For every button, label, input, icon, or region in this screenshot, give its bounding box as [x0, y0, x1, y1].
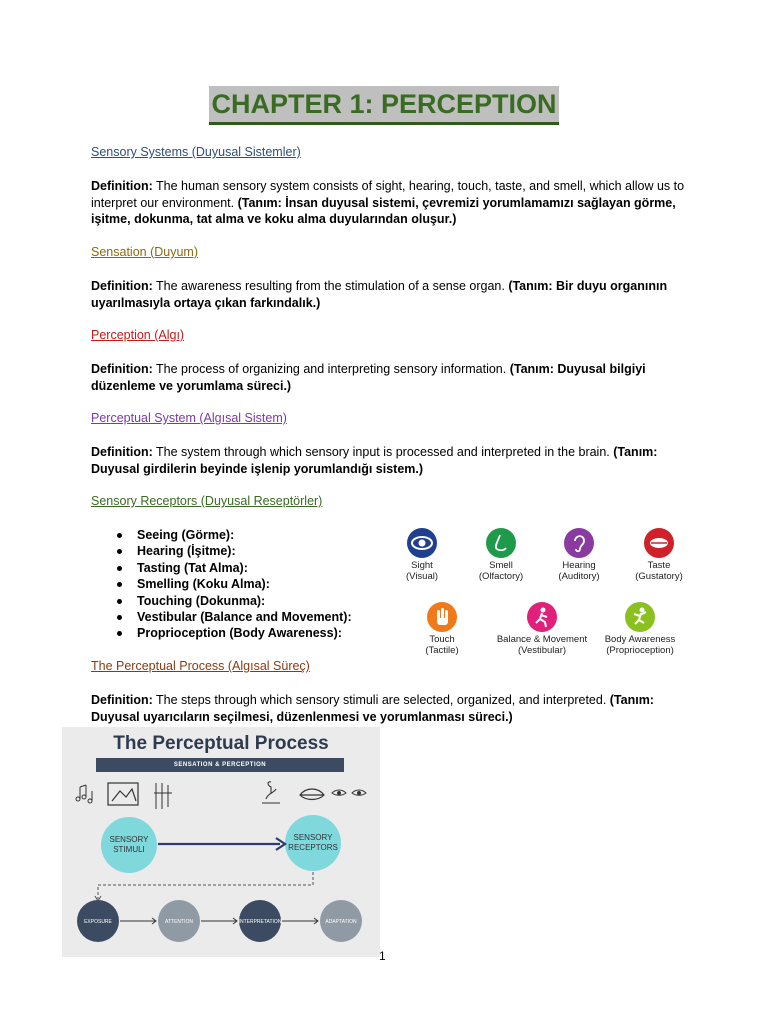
sense-name: Body Awareness	[604, 634, 676, 645]
sense-sub: (Tactile)	[425, 645, 459, 656]
diagram-graphic	[62, 727, 380, 957]
step-label: ATTENTION	[165, 919, 193, 925]
diagram-title: The Perceptual Process	[113, 733, 329, 754]
definition-label: Definition:	[91, 693, 153, 707]
heading-perceptual-system: Perceptual System (Algısal Sistem)	[91, 411, 287, 425]
eye-icon	[332, 790, 366, 795]
eye-icon	[407, 528, 437, 558]
definition-label: Definition:	[91, 179, 153, 193]
hand-fabric-icon	[154, 783, 172, 809]
heading-perception: Perception (Algı)	[91, 328, 185, 342]
list-item: Seeing (Görme):	[115, 527, 352, 543]
title-wrap	[0, 86, 768, 125]
stimuli-label-line1: SENSORY	[109, 835, 149, 844]
definition-perception	[91, 361, 691, 394]
list-item: Proprioception (Body Awareness):	[115, 625, 352, 641]
definition-label: Definition:	[91, 362, 153, 376]
definition-translation: (Tanım: Duyusal bilgiyi düzenleme ve yorumlama süreci.)	[91, 362, 646, 393]
process-steps	[77, 900, 362, 942]
definition-text: The system through which sensory input is processed and interpreted in the brain.	[152, 445, 614, 459]
definition-translation: (Tanım: İnsan duyusal sistemi, çevremizi yorumlamamızı sağlayan görme, işitme, dokunma, tat alma ve koku alma duyularından oluşur.)	[91, 195, 676, 226]
definition-label: Definition:	[91, 445, 153, 459]
sense-balance	[490, 602, 594, 656]
sense-sub: (Gustatory)	[635, 571, 683, 582]
step-label: EXPOSURE	[84, 919, 112, 925]
lips-icon	[644, 528, 674, 558]
dancing-figure-icon	[625, 602, 655, 632]
sense-hearing	[534, 528, 624, 582]
sense-sub: (Visual)	[405, 571, 439, 582]
definition-label: Definition:	[91, 279, 153, 293]
list-item: Tasting (Tat Alma):	[115, 560, 352, 576]
dashed-connector	[98, 872, 313, 899]
sense-name: Touch	[429, 634, 455, 645]
sense-taste	[614, 528, 704, 582]
running-figure-icon	[527, 602, 557, 632]
definition-text: The process of organizing and interpreting sensory information.	[152, 362, 510, 376]
page-number: 1	[379, 949, 386, 963]
ear-icon	[564, 528, 594, 558]
sense-sub: (Proprioception)	[606, 645, 674, 656]
list-item: Hearing (İşitme):	[115, 543, 352, 559]
nose-icon	[486, 528, 516, 558]
sense-touch	[397, 602, 487, 656]
definition-translation: (Tanım: Duyusal girdilerin beyinde işlenip yorumlandığı sistem.)	[91, 445, 658, 476]
heading-perceptual-process: The Perceptual Process (Algısal Süreç)	[91, 659, 310, 673]
definition-perceptual-process	[91, 692, 691, 725]
senses-figure	[390, 522, 690, 662]
sense-sight	[377, 528, 467, 582]
sense-name: Smell	[489, 560, 513, 571]
sense-sub: (Auditory)	[558, 571, 600, 582]
diagram-band: SENSATION & PERCEPTION	[96, 758, 344, 772]
list-item: Smelling (Koku Alma):	[115, 576, 352, 592]
sense-sub: (Vestibular)	[517, 645, 567, 656]
list-item: Touching (Dokunma):	[115, 593, 352, 609]
sense-sub: (Olfactory)	[478, 571, 524, 582]
definition-text: The awareness resulting from the stimulation of a sense organ.	[152, 279, 509, 293]
definition-perceptual-system	[91, 444, 691, 477]
sense-name: Taste	[647, 560, 671, 571]
sense-name: Sight	[411, 560, 433, 571]
list-item: Vestibular (Balance and Movement):	[115, 609, 352, 625]
perceptual-process-diagram	[62, 727, 380, 957]
definition-translation: (Tanım: Bir duyu organının uyarılmasıyla ortaya çıkan farkındalık.)	[91, 279, 668, 310]
receptors-label-line2: RECEPTORS	[288, 843, 338, 852]
sense-body-awareness	[594, 602, 686, 656]
picture-frame-icon	[108, 783, 138, 805]
receptors-label-line1: SENSORY	[293, 833, 333, 842]
plant-hand-icon	[262, 782, 280, 803]
sense-smell	[456, 528, 546, 582]
heading-sensation: Sensation (Duyum)	[91, 245, 198, 259]
step-label: INTERPRETATION	[238, 919, 282, 925]
page-title: CHAPTER 1: PERCEPTION	[209, 86, 558, 125]
definition-sensation	[91, 278, 691, 311]
sense-name: Hearing	[562, 560, 596, 571]
heading-sensory-receptors: Sensory Receptors (Duyusal Reseptörler)	[91, 494, 323, 508]
step-label: ADAPTATION	[325, 919, 357, 925]
heading-sensory-systems: Sensory Systems (Duyusal Sistemler)	[91, 145, 301, 159]
definition-text: The human sensory system consists of sight, hearing, touch, taste, and smell, which allow us to interpret our environment.	[91, 179, 685, 210]
sense-name: Balance & Movement	[496, 634, 588, 645]
lips-icon	[300, 789, 324, 800]
stimuli-label-line2: STIMULI	[113, 845, 145, 854]
definition-text: The steps through which sensory stimuli are selected, organized, and interpreted.	[152, 693, 610, 707]
receptor-list	[115, 527, 352, 642]
definition-sensory-systems	[91, 178, 691, 228]
hand-icon	[427, 602, 457, 632]
music-notes-icon	[76, 785, 92, 803]
definition-translation: (Tanım: Duyusal uyarıcıların seçilmesi, düzenlenmesi ve yorumlanması süreci.)	[91, 693, 654, 724]
